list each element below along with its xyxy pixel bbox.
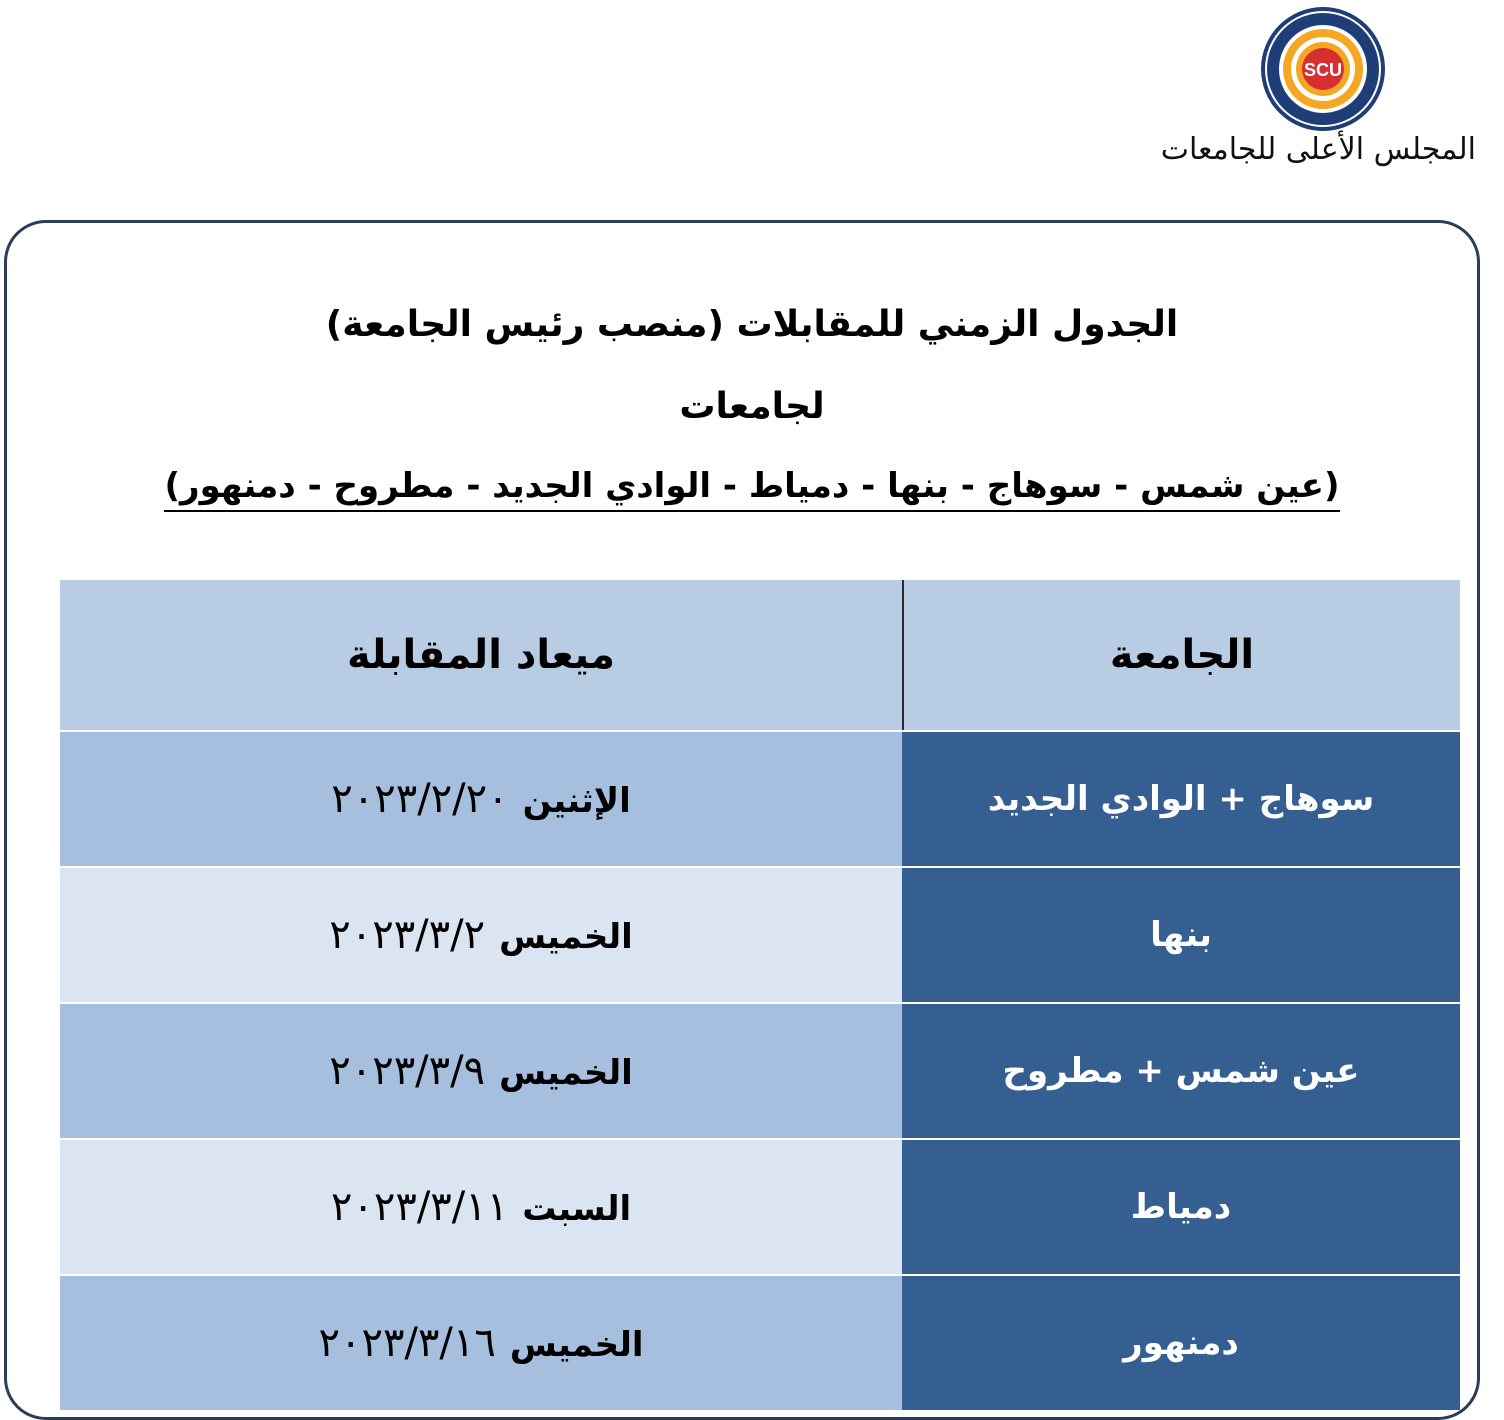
table-row <box>60 1002 1460 1138</box>
scu-logo <box>1258 6 1388 132</box>
date-value: ٢٠٢٣/٣/١١ <box>330 1184 509 1230</box>
university-cell: دمنهور <box>902 1274 1460 1410</box>
university-cell: سوهاج + الوادي الجديد <box>902 730 1460 866</box>
date-cell <box>60 1274 902 1410</box>
header-university: الجامعة <box>902 580 1460 730</box>
title-line-3 <box>0 466 1504 512</box>
university-cell: دمياط <box>902 1138 1460 1274</box>
day-label: الخميس <box>499 1053 633 1093</box>
logo-text: SCU <box>1303 60 1343 80</box>
title-line-2: لجامعات <box>679 386 825 427</box>
header-date: ميعاد المقابلة <box>60 580 902 730</box>
date-value: ٢٠٢٣/٣/٩ <box>329 1048 486 1094</box>
table-row <box>60 866 1460 1002</box>
day-label: السبت <box>522 1189 632 1229</box>
table-row <box>60 1138 1460 1274</box>
day-label: الخميس <box>499 917 633 957</box>
logo-caption: المجلس الأعلى للجامعات <box>1160 132 1476 167</box>
title-line-1: الجدول الزمني للمقابلات (منصب رئيس الجامعة) <box>325 304 1179 345</box>
date-value: ٢٠٢٣/٣/١٦ <box>318 1320 496 1366</box>
date-cell <box>60 1138 902 1274</box>
date-cell <box>60 730 902 866</box>
table-header-row <box>60 580 1460 730</box>
date-value: ٢٠٢٣/٢/٢٠ <box>331 776 509 822</box>
schedule-table <box>60 580 1460 1410</box>
table-row <box>60 730 1460 866</box>
table-row <box>60 1274 1460 1410</box>
universities-list: (عين شمس - سوهاج - بنها - دمياط - الوادي الجديد - مطروح - دمنهور) <box>164 466 1339 512</box>
date-cell <box>60 866 902 1002</box>
university-cell: بنها <box>902 866 1460 1002</box>
university-cell: عين شمس + مطروح <box>902 1002 1460 1138</box>
day-label: الخميس <box>509 1325 644 1365</box>
date-value: ٢٠٢٣/٣/٢ <box>329 912 486 958</box>
day-label: الإثنين <box>522 781 631 821</box>
date-cell <box>60 1002 902 1138</box>
